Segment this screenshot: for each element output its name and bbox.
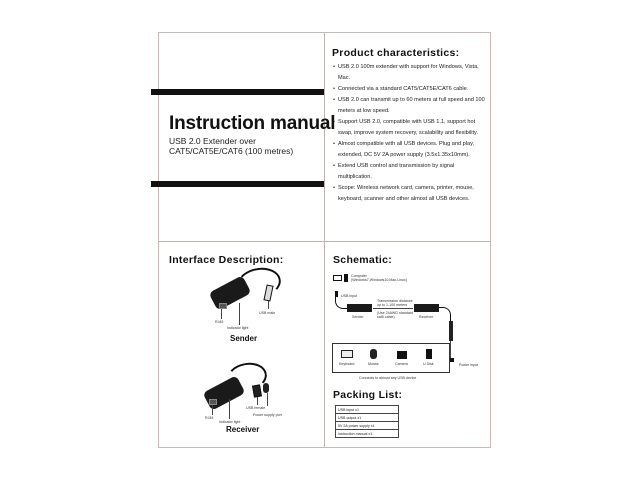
- cable-line2: cat6 cable): [377, 315, 395, 319]
- packing-item: Instruction manual x1: [336, 430, 399, 438]
- packing-item: USB output x1: [336, 414, 399, 422]
- packing-list-title: Packing List:: [333, 389, 403, 401]
- sender-label: Sender: [230, 334, 258, 343]
- distance-line1: Transmission distance: [377, 299, 413, 303]
- cable-line1: (Use 24AWG standard: [377, 311, 414, 315]
- receiver-cable-line: [439, 307, 451, 321]
- packing-item: USB input x1: [336, 406, 399, 414]
- power-input-icon: [450, 358, 454, 362]
- packing-list-table: [335, 405, 399, 438]
- schematic-receiver-label: Receiver: [419, 315, 434, 319]
- device-label-camera: Camera: [395, 362, 408, 366]
- camera-icon: [397, 351, 407, 359]
- product-characteristics-title: Product characteristics:: [332, 47, 460, 59]
- receiver-body-icon: [203, 375, 246, 410]
- monitor-icon: [333, 275, 342, 281]
- power-input-label: Power input: [459, 363, 478, 367]
- device-label-udisk: U Disk: [423, 362, 434, 366]
- characteristic-item: • USB 2.0 100m extender with support for Windows, Vista, Mac.: [333, 62, 489, 84]
- sender-indicator-callout: Indicator light: [227, 326, 249, 330]
- keyboard-icon: [341, 350, 353, 358]
- receiver-power-callout: Power supply port: [253, 413, 282, 417]
- horizontal-divider: [159, 241, 490, 242]
- characteristic-item: • Connected via a standard CAT5/CAT5E/CAT6 cable.: [333, 84, 489, 95]
- manual-page: [158, 32, 491, 448]
- characteristic-item: • Almost compatible with all USB devices. Plug and play, extended, DC 5V 2A power supply (3.5x1.35x10mm).: [333, 139, 489, 161]
- packing-item: 5V 2A power supply x1: [336, 422, 399, 430]
- device-label-keyboard: Keyboard: [339, 362, 355, 366]
- interface-title: Interface Description:: [169, 254, 284, 266]
- product-characteristics-list: [333, 62, 489, 205]
- sender-usb-callout: USB male: [259, 311, 276, 315]
- usb-female-plug-icon: [252, 384, 262, 397]
- manual-title: Instruction manual: [169, 113, 336, 134]
- cover-bar-bottom: [151, 181, 324, 187]
- computer-os-label: (Windows7,Windows10,Mac,Linux): [351, 278, 407, 282]
- receiver-label: Receiver: [226, 425, 260, 434]
- schematic-sender-label: Sender: [352, 315, 364, 319]
- usb-disk-icon: [426, 349, 432, 359]
- sender-rj45-callout: RJ45: [215, 320, 224, 324]
- connects-note: Connects to almost any USB device: [359, 376, 417, 380]
- schematic-title: Schematic:: [333, 254, 393, 266]
- power-plug-icon: [263, 383, 269, 393]
- characteristic-item: • Scope: Wireless network card, camera, printer, mouse, keyboard, scanner and other almost all USB devices.: [333, 183, 489, 205]
- receiver-unit-icon: [414, 304, 439, 312]
- rj45-port-icon: [209, 399, 217, 405]
- computer-label: Computer: [351, 274, 367, 278]
- pc-tower-icon: [344, 274, 348, 282]
- cover-bar-top: [151, 89, 324, 95]
- receiver-rj45-callout: RJ45: [205, 416, 214, 420]
- vertical-divider: [324, 33, 325, 447]
- ethernet-cable-line: [373, 308, 413, 309]
- manual-subtitle: USB 2.0 Extender over CAT5/CAT5E/CAT6 (100 metres): [169, 136, 294, 156]
- characteristic-item: • Extend USB control and transmission by signal multiplication.: [333, 161, 489, 183]
- sender-unit-icon: [347, 304, 372, 312]
- usb-devices-box: [332, 343, 450, 373]
- mouse-icon: [370, 349, 377, 359]
- usb-cable-line: [335, 297, 347, 309]
- distance-line2: up to 1-100 meters: [377, 303, 408, 307]
- usb-input-label: USB input: [341, 294, 358, 298]
- receiver-usb-callout: USB female: [246, 406, 266, 410]
- receiver-indicator-callout: Indicator light: [219, 420, 241, 424]
- device-label-mouse: Mouse: [368, 362, 379, 366]
- sender-body-icon: [209, 275, 252, 310]
- output-plug-icon: [449, 321, 453, 341]
- characteristic-item: • Support USB 2.0, compatible with USB 1.1, support hot swap, improve system recovery, scalability and flexibility.: [333, 117, 489, 139]
- characteristic-item: • USB 2.0 can transmit up to 60 meters at full speed and 100 meters at low speed.: [333, 95, 489, 117]
